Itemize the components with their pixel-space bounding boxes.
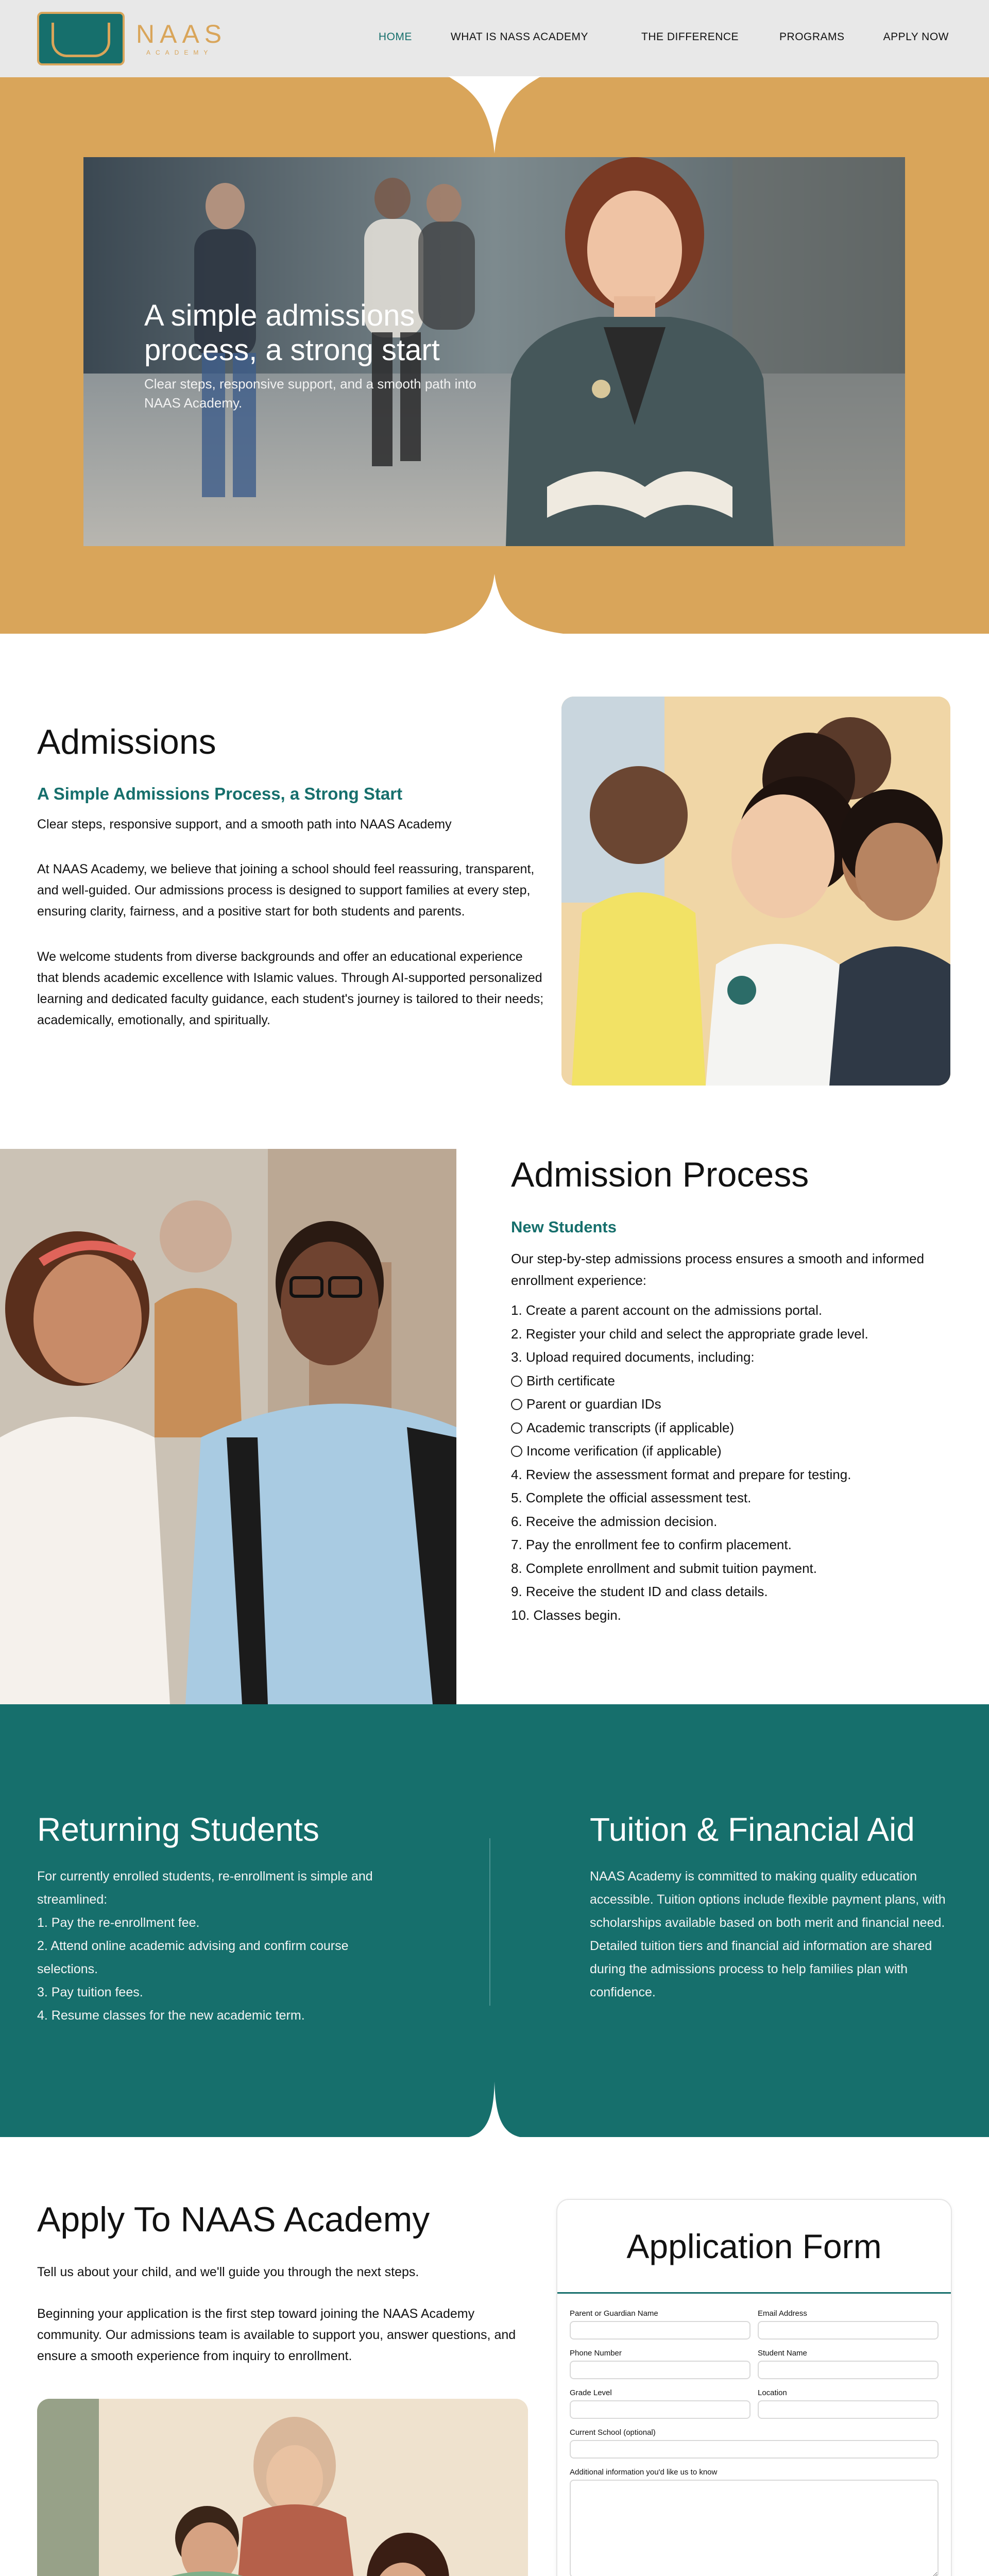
vertical-divider: [489, 1838, 490, 2006]
hero-title: A simple admissions process, a strong start: [144, 299, 440, 367]
student-name-field[interactable]: [758, 2361, 939, 2379]
email-label: Email Address: [758, 2309, 807, 2318]
application-form: [556, 2199, 952, 2576]
returning-tuition-section: [0, 1704, 989, 2137]
nav-home[interactable]: HOME: [378, 31, 412, 43]
returning-line: 3. Pay tuition fees.: [37, 1985, 143, 1999]
student-name-label: Student Name: [758, 2349, 807, 2358]
tuition-title: Tuition & Financial Aid: [590, 1811, 915, 1848]
parent-name-field[interactable]: [570, 2321, 751, 2340]
additional-info-label: Additional information you'd like us to know: [570, 2468, 718, 2477]
students-walking-photo: [0, 1149, 456, 1704]
form-title: Application Form: [626, 2227, 882, 2265]
phone-field[interactable]: [570, 2361, 751, 2379]
circle-bullet-icon: [511, 1446, 522, 1457]
step-item: 10. Classes begin.: [511, 1607, 621, 1623]
returning-students: [37, 1810, 377, 2027]
document-label: Birth certificate: [526, 1372, 615, 1388]
apply-body: Beginning your application is the first step toward joining the NAAS Academy community. Our admissions team is available to support you, answer questions, and ensure a smooth experience from inquiry to enrollment.: [37, 2306, 516, 2364]
returning-line: 2. Attend online academic advising and confirm course selections.: [37, 1938, 349, 1976]
band-bottom-notch: [464, 2081, 525, 2138]
phone-label: Phone Number: [570, 2349, 622, 2358]
grade-level-label: Grade Level: [570, 2388, 612, 2397]
logo-name: NAAS: [136, 20, 227, 48]
step-item: 5. Complete the official assessment test.: [511, 1490, 752, 1506]
hero-bottom-notch: [402, 543, 587, 636]
document-label: Income verification (if applicable): [526, 1443, 722, 1459]
step-item: 7. Pay the enrollment fee to confirm placement.: [511, 1537, 792, 1553]
logo[interactable]: [37, 12, 227, 65]
nav-programs[interactable]: PROGRAMS: [779, 31, 845, 43]
hero-section: [0, 77, 989, 634]
hero-top-notch: [448, 76, 541, 154]
admissions-paragraph-1: At NAAS Academy, we believe that joining a school should feel reassuring, transparent, and well-guided. Our admissions process is designed to support families at every step, ensuring clarity, fairness, and a positive start for both students and parents.: [37, 861, 535, 919]
process-title: Admission Process: [511, 1155, 809, 1194]
admission-process-section: [0, 1149, 989, 1704]
returning-line: For currently enrolled students, re-enrollment is simple and streamlined:: [37, 1869, 373, 1907]
process-intro: Our step-by-step admissions process ensures a smooth and informed enrollment experience:: [511, 1250, 925, 1289]
current-school-field[interactable]: [570, 2440, 939, 2459]
location-label: Location: [758, 2388, 787, 2397]
additional-info-field[interactable]: [570, 2480, 939, 2576]
process-subtitle: New Students: [511, 1217, 617, 1236]
step-item: 6. Receive the admission decision.: [511, 1513, 718, 1529]
nav-what-is-nass[interactable]: WHAT IS NASS ACADEMY: [450, 31, 589, 43]
admissions-paragraph-2: We welcome students from diverse backgrounds and offer an educational experience that blends academic excellence with Islamic values. Through AI-supported personalized learning and dedicated faculty guidance, each student's journey is tailored to their needs; academically, emotionally, and spiritually.: [37, 949, 544, 1028]
step-item: 9. Receive the student ID and class details.: [511, 1584, 768, 1600]
returning-line: 4. Resume classes for the new academic term.: [37, 2008, 305, 2023]
book-logo-icon: [37, 12, 125, 65]
document-item: [511, 1369, 964, 1393]
email-field[interactable]: [758, 2321, 939, 2340]
step-item: 2. Register your child and select the appropriate grade level.: [511, 1326, 868, 1342]
step-item: 4. Review the assessment format and prepare for testing.: [511, 1466, 851, 1482]
location-field[interactable]: [758, 2400, 939, 2419]
admissions-lead: Clear steps, responsive support, and a smooth path into NAAS Academy: [37, 817, 452, 832]
students-group-photo: [561, 697, 950, 1086]
apply-title: Apply To NAAS Academy: [37, 2200, 430, 2239]
nav-apply-now[interactable]: APPLY NOW: [883, 31, 949, 43]
classroom-photo: [37, 2399, 528, 2576]
tuition-body: NAAS Academy is committed to making quality education accessible. Tuition options include flexible payment plans, with scholarships available based on both merit and financial need. Detailed tuition tiers and financial aid information are shared during the admissions process to help families plan with confidence.: [590, 1869, 946, 1999]
circle-bullet-icon: [511, 1399, 522, 1410]
logo-subtitle: ACADEMY: [146, 49, 213, 56]
grade-level-field[interactable]: [570, 2400, 751, 2419]
document-item: [511, 1439, 964, 1463]
document-item: [511, 1416, 964, 1440]
admissions-subtitle: A Simple Admissions Process, a Strong Start: [37, 784, 403, 803]
parent-name-label: Parent or Guardian Name: [570, 2309, 658, 2318]
apply-lead: Tell us about your child, and we'll guide you through the next steps.: [37, 2264, 419, 2279]
hero-text: [144, 299, 515, 412]
step-item: 1. Create a parent account on the admissions portal.: [511, 1302, 823, 1318]
hero-subtitle: Clear steps, responsive support, and a smooth path into NAAS Academy.: [144, 376, 476, 411]
site-header: [0, 0, 989, 77]
document-label: Parent or guardian IDs: [526, 1396, 661, 1412]
returning-line: 1. Pay the re-enrollment fee.: [37, 1915, 200, 1930]
document-item: [511, 1393, 964, 1416]
returning-title: Returning Students: [37, 1811, 319, 1848]
process-steps: [511, 1299, 964, 1627]
circle-bullet-icon: [511, 1422, 522, 1434]
tuition-financial-aid: [590, 1810, 956, 2004]
apply-section: [0, 2137, 989, 2576]
admissions-section: [0, 634, 989, 1149]
step-item: 3. Upload required documents, including:: [511, 1349, 755, 1365]
nav-the-difference[interactable]: THE DIFFERENCE: [641, 31, 739, 43]
main-nav: [379, 31, 949, 43]
circle-bullet-icon: [511, 1376, 522, 1387]
current-school-label: Current School (optional): [570, 2428, 656, 2437]
admissions-title: Admissions: [37, 722, 216, 761]
step-item: 8. Complete enrollment and submit tuition payment.: [511, 1560, 817, 1576]
document-label: Academic transcripts (if applicable): [526, 1419, 735, 1435]
